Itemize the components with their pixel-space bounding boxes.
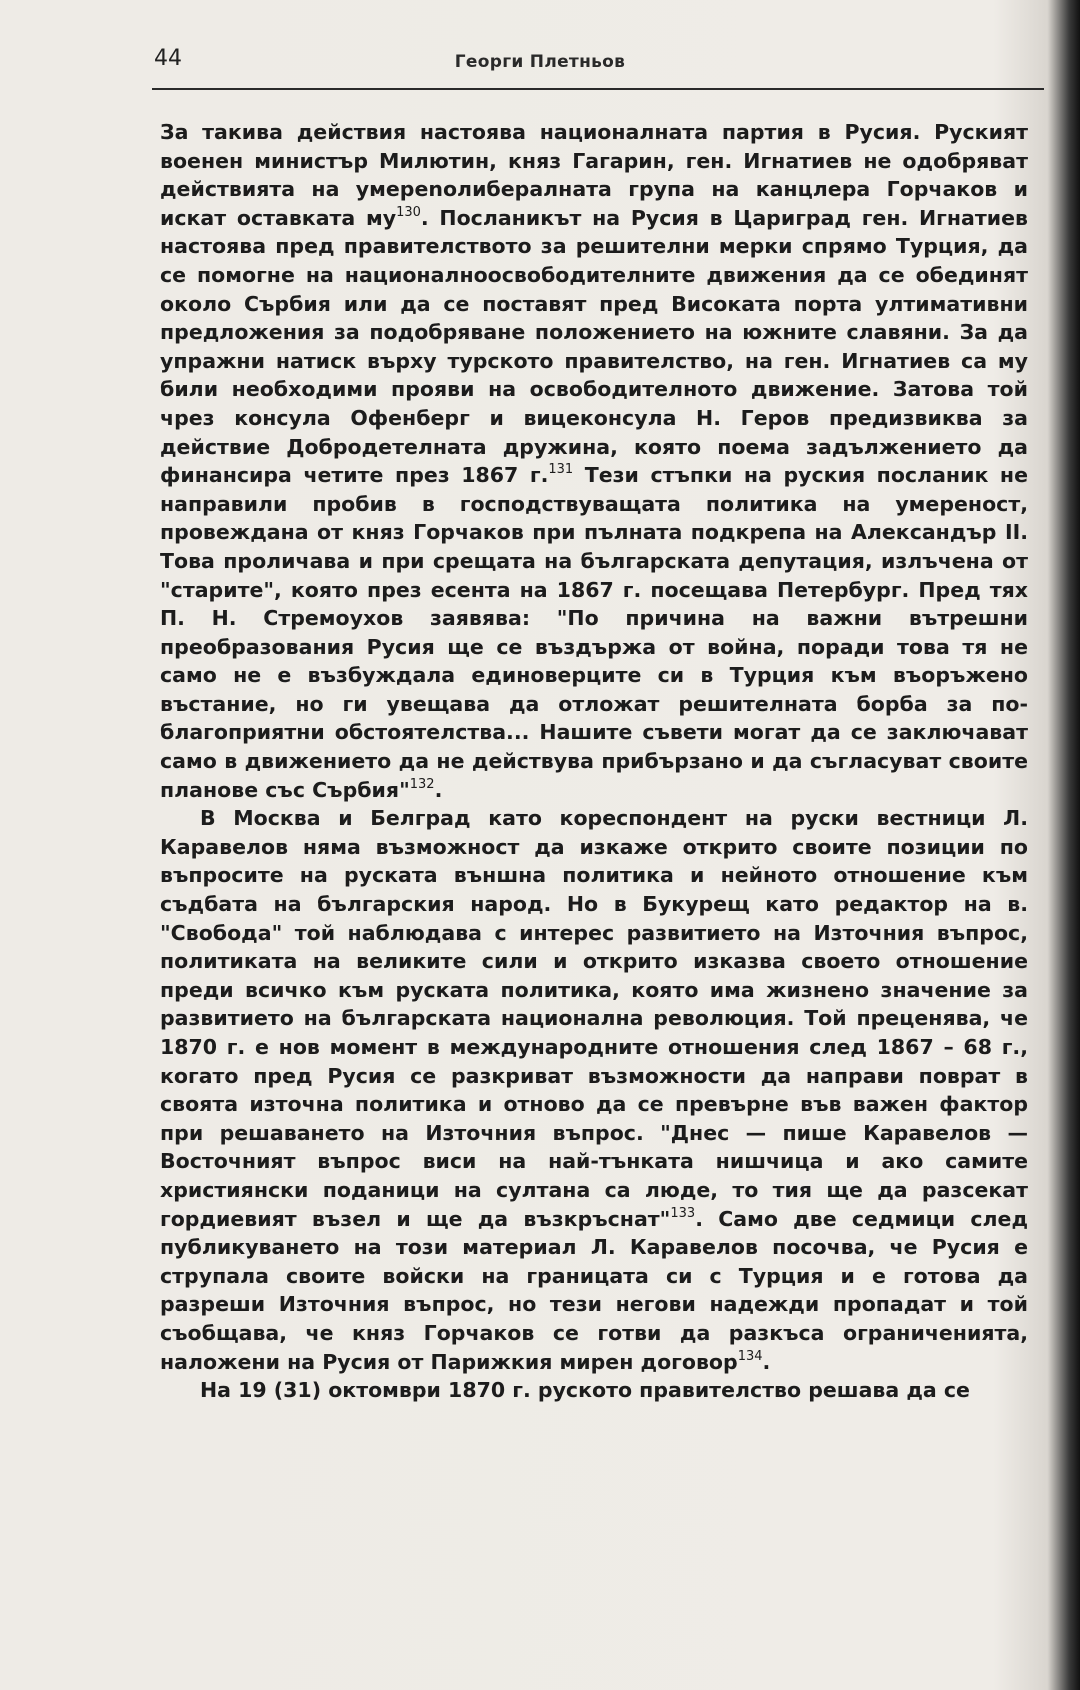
paragraph-2-text-3: . — [762, 1349, 771, 1374]
running-title: Георги Плетньов — [454, 52, 626, 72]
paragraph-1-text-2: . Посланикът на Русия в Цариград ген. Игнатиев настоява пред правителството за решителни мерки спрямо Турция, да се помогне на националноосвободителните движения да се обединят около Сърбия или да се поставят пред Високата порта ултимативни предложения за подобряване положението на южните славяни. За да упражни натиск върху турското правителство, на ген. Игнатиев са му били необходими прояви на освободителното движение. Затова той чрез консула Офенберг и вицеконсула Н. Геров предизвиква за действие Добродетелната дружина, която поема задължението да финансира четите през 1867 г. — [160, 205, 1028, 488]
paragraph-2-text-1: В Москва и Белград като кореспондент на руски вестници Л. Каравелов няма възможност да изкаже открито своите позиции по въпросите на руската външна политика и нейното отношение към съдбата на българския народ. Но в Букурещ като редактор на в. "Свобода" той наблюдава с интерес развитието на Източния въпрос, политиката на великите сили и открито изказва своето отношение преди всичко към руската политика, която има жизнено значение за развитието на българската национална революция. Той преценява, че 1870 г. е нов момент в международните отношения след 1867 – 68 г., когато пред Русия се разкриват възможности да направи поврат в своята източна политика и отново да се превърне във важен фактор при решаването на Източния въпрос. "Днес — пише Каравелов — Восточният въпрос виси на най-тънката нишчица и ако самите християнски поданици на султана са люде, то тия ще да разсекат гордиевият възел и ще да възкръснат" — [160, 806, 1028, 1231]
footnote-ref-134: 134 — [737, 1348, 763, 1364]
body-text — [160, 118, 1028, 1405]
footnote-ref-132: 132 — [409, 776, 435, 792]
header-rule — [152, 88, 1044, 90]
paragraph-1-text-4: . — [434, 777, 443, 802]
paragraph-2 — [160, 804, 1028, 1376]
paragraph-1 — [160, 118, 1028, 804]
paragraph-1-text-3: Тези стъпки на руския посланик не направили пробив в господствуващата политика на умереност, провеждана от княз Горчаков при пълната подкрепа на Александър II. Това проличава и при срещата на българската депутация, излъчена от "старите", която през есента на 1867 г. посещава Петербург. Пред тях П. Н. Стремоухов заявява: "По причина на важни вътрешни преобразования Русия ще се въздържа от война, поради това тя не само не е възбуждала единоверците си в Турция към въоръжено въстание, но ги увещава да отложат решителната борба за по-благоприятни обстоятелства... Нашите съвети могат да се заключават само в движението да не действува прибързано и да съгласуват своите планове със Сърбия" — [160, 463, 1028, 802]
paragraph-3 — [160, 1376, 1028, 1405]
footnote-ref-133: 133 — [670, 1205, 696, 1221]
paragraph-3-text-1: На 19 (31) октомври 1870 г. руското правителство решава да се — [200, 1378, 970, 1403]
paragraph-1-text-1: За такива действия настоява националната партия в Русия. Руският военен министър Милютин, княз Гагарин, ген. Игнатиев не одобряват действията на умереnолибералната група на канцлера Горчаков и искат оставката му — [160, 120, 1028, 230]
footnote-ref-131: 131 — [548, 462, 574, 478]
paragraph-2-text-2: . Само две седмици след публикуването на този материал Л. Каравелов посочва, че Русия е струпала своите войски на границата си с Турция и е готова да разреши Източния въпрос, но тези негови надежди пропадат и той съобщава, че княз Горчаков се готви да разкъса ограниченията, наложени на Русия от Парижкия мирен договор — [160, 1206, 1028, 1374]
page-number: 44 — [154, 46, 182, 71]
footnote-ref-130: 130 — [396, 204, 421, 220]
